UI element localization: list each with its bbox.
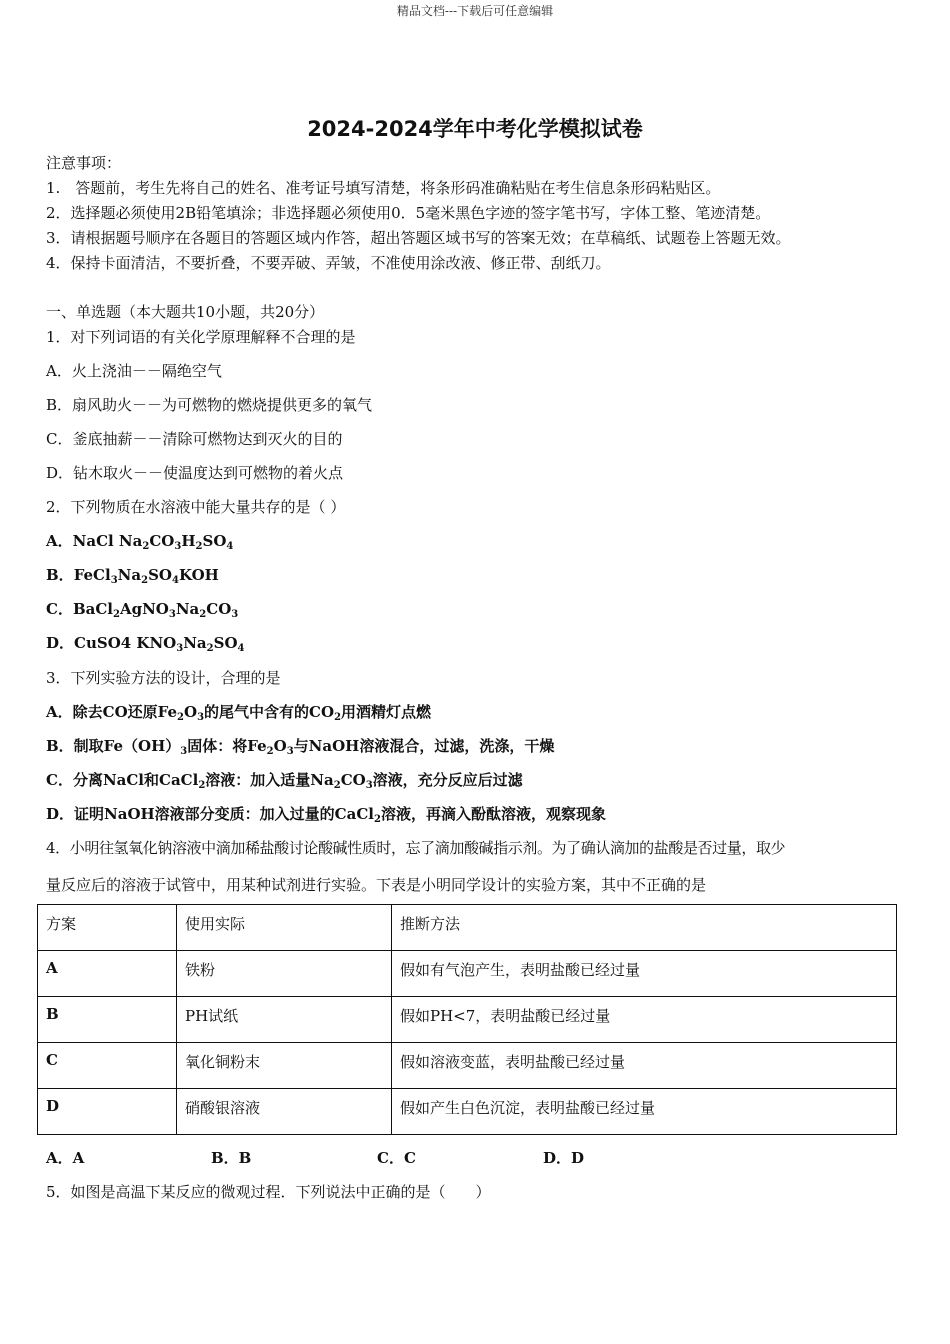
q3-option-b: B．制取$Fe(OH)_3$固体：将$Fe_2O_3$与NaOH溶液混合，过滤，洗涤，干燥 bbox=[46, 737, 555, 757]
table-row bbox=[38, 1043, 897, 1089]
q3-stem: 3．下列实验方法的设计，合理的是 bbox=[46, 669, 281, 687]
table-header-cell: 使用实际 bbox=[177, 905, 392, 951]
table-cell: 氧化铜粉末 bbox=[177, 1043, 392, 1089]
q1-option-b: B．扇风助火－－为可燃物的燃烧提供更多的氧气 bbox=[46, 396, 373, 414]
table-row bbox=[38, 997, 897, 1043]
table-cell: 硝酸银溶液 bbox=[177, 1089, 392, 1135]
notice-item-1: 1. 答题前，考生先将自己的姓名、准考证号填写清楚，将条形码准确粘贴在考生信息条形码粘贴区。 bbox=[46, 179, 721, 197]
table-cell: B bbox=[38, 997, 177, 1043]
notice-heading: 注意事项： bbox=[46, 154, 122, 172]
q4-answer-a: A．A bbox=[46, 1149, 85, 1167]
q3-option-c: C．分离NaCl和CaCl$_2$溶液：加入适量$Na_2CO_3$溶液，充分反应后过滤 bbox=[46, 771, 523, 791]
q4-stem-line-1: 4．小明往氢氧化钠溶液中滴加稀盐酸讨论酸碱性质时，忘了滴加酸碱指示剂。为了确认滴加的盐酸是否过量，取少 bbox=[46, 839, 786, 857]
q2-option-c: C．$BaCl_2AgNO_3Na_2CO_3$ bbox=[46, 600, 239, 620]
q1-stem: 1．对下列词语的有关化学原理解释不合理的是 bbox=[46, 328, 356, 346]
notice-item-2: 2．选择题必须使用2B铅笔填涂；非选择题必须使用0．5毫米黑色字迹的签字笔书写，字体工整、笔迹清楚。 bbox=[46, 204, 771, 222]
table-cell: 假如产生白色沉淀，表明盐酸已经过量 bbox=[392, 1089, 897, 1135]
q4-answer-c: C．C bbox=[377, 1149, 416, 1167]
page-header: 精品文档---下载后可任意编辑 bbox=[396, 4, 554, 18]
table-header-cell: 方案 bbox=[38, 905, 177, 951]
table-cell: 假如溶液变蓝，表明盐酸已经过量 bbox=[392, 1043, 897, 1089]
notice-item-3: 3．请根据题号顺序在各题目的答题区域内作答，超出答题区域书写的答案无效；在草稿纸、试题卷上答题无效。 bbox=[46, 229, 791, 247]
table-row bbox=[38, 951, 897, 997]
q2-stem: 2．下列物质在水溶液中能大量共存的是（ ） bbox=[46, 498, 346, 516]
q2-option-d: D．CuSO4 $KNO_3Na_2SO_4$ bbox=[46, 634, 245, 654]
table-cell: D bbox=[38, 1089, 177, 1135]
q5-stem: 5．如图是高温下某反应的微观过程．下列说法中正确的是（ ） bbox=[46, 1183, 491, 1201]
q1-option-a: A．火上浇油－－隔绝空气 bbox=[46, 362, 222, 380]
table-header-cell: 推断方法 bbox=[392, 905, 897, 951]
page-title: 2024-2024学年中考化学模拟试卷 bbox=[307, 117, 643, 141]
table-cell: 铁粉 bbox=[177, 951, 392, 997]
q4-answer-b: B．B bbox=[211, 1149, 252, 1167]
q3-option-d: D．证明NaOH溶液部分变质：加入过量的CaCl$_2$溶液，再滴入酚酞溶液，观察现象 bbox=[46, 805, 606, 825]
q4-answer-d: D．D bbox=[543, 1149, 585, 1167]
q4-table bbox=[37, 904, 897, 1135]
table-cell: C bbox=[38, 1043, 177, 1089]
q3-option-a: A．除去CO还原$Fe_2O_3$的尾气中含有的$CO_2$用酒精灯点燃 bbox=[46, 703, 432, 723]
table-cell: 假如PH<7，表明盐酸已经过量 bbox=[392, 997, 897, 1043]
table-cell: PH试纸 bbox=[177, 997, 392, 1043]
q2-option-a: A．NaCl $Na_2CO_3H_2SO_4$ bbox=[46, 532, 234, 552]
q2-option-b: B．$FeCl_3Na_2SO_4KOH$ bbox=[46, 566, 219, 586]
table-cell: 假如有气泡产生，表明盐酸已经过量 bbox=[392, 951, 897, 997]
q1-option-d: D．钻木取火－－使温度达到可燃物的着火点 bbox=[46, 464, 344, 482]
table-cell: A bbox=[38, 951, 177, 997]
notice-item-4: 4．保持卡面清洁，不要折叠，不要弄破、弄皱，不准使用涂改液、修正带、刮纸刀。 bbox=[46, 254, 611, 272]
q1-option-c: C．釜底抽薪－－清除可燃物达到灭火的目的 bbox=[46, 430, 343, 448]
section-heading: 一、单选题（本大题共10小题，共20分） bbox=[46, 303, 325, 321]
q4-stem-line-2: 量反应后的溶液于试管中，用某种试剂进行实验。下表是小明同学设计的实验方案，其中不正确的是 bbox=[46, 876, 707, 894]
table-row bbox=[38, 1089, 897, 1135]
table-header-row bbox=[38, 905, 897, 951]
